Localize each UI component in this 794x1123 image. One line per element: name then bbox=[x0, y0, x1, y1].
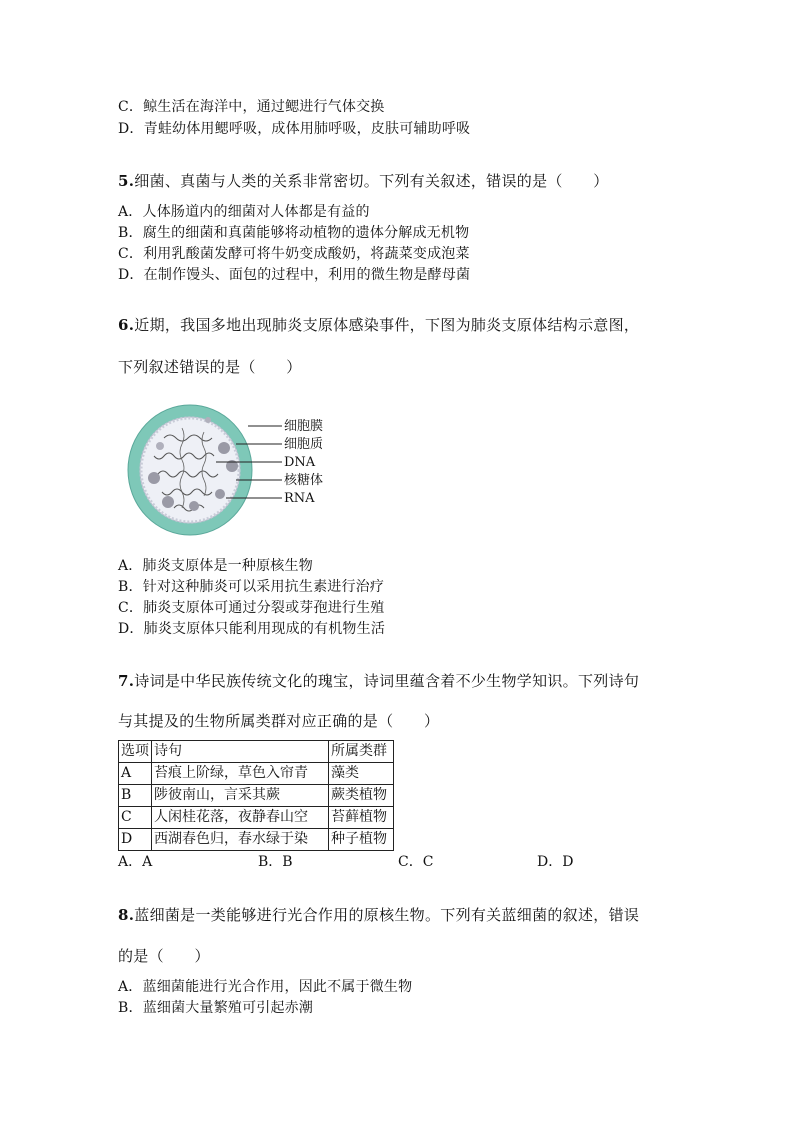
table-cell: 人闲桂花落，夜静春山空 bbox=[152, 807, 329, 829]
q4-option-d: D．青蛙幼体用鳃呼吸，成体用肺呼吸，皮肤可辅助呼吸 bbox=[118, 121, 471, 137]
q5-stem bbox=[118, 170, 609, 191]
q7-stem-text: 诗词是中华民族传统文化的瑰宝，诗词里蕴含着不少生物学知识。下列诗句 bbox=[134, 672, 640, 690]
table-cell: 苔藓植物 bbox=[329, 807, 394, 829]
table-row bbox=[119, 763, 394, 785]
q7-answer-a: A．A bbox=[118, 854, 153, 870]
table-cell: A bbox=[119, 763, 152, 785]
table-cell: 蕨类植物 bbox=[329, 785, 394, 807]
q6-option-a: A．肺炎支原体是一种原核生物 bbox=[118, 558, 313, 574]
q7-answer-c: C．C bbox=[398, 854, 434, 870]
q7-answer-b: B．B bbox=[258, 854, 293, 870]
label-cytoplasm: 细胞质 bbox=[284, 437, 324, 452]
table-cell: 藻类 bbox=[329, 763, 394, 785]
table-header-cell: 所属类群 bbox=[329, 741, 394, 763]
q4-option-c: C．鲸生活在海洋中，通过鳃进行气体交换 bbox=[118, 99, 385, 115]
q8-option-b: B．蓝细菌大量繁殖可引起赤潮 bbox=[118, 1000, 314, 1016]
table-cell: 陟彼南山，言采其蕨 bbox=[152, 785, 329, 807]
table-cell: D bbox=[119, 829, 152, 851]
table-header-row bbox=[119, 741, 394, 763]
q6-stem-line1 bbox=[118, 314, 639, 335]
label-dna: DNA bbox=[284, 455, 316, 470]
q7-stem-line2: 与其提及的生物所属类群对应正确的是（ ） bbox=[118, 712, 440, 730]
q5-option-a: A．人体肠道内的细菌对人体都是有益的 bbox=[118, 204, 370, 220]
q8-stem-line2: 的是（ ） bbox=[118, 947, 210, 965]
table-row bbox=[119, 807, 394, 829]
q5-option-b: B．腐生的细菌和真菌能够将动植物的遗体分解成无机物 bbox=[118, 225, 470, 241]
q7-number: 7. bbox=[118, 672, 135, 690]
q8-stem-text: 蓝细菌是一类能够进行光合作用的原核生物。下列有关蓝细菌的叙述，错误 bbox=[134, 906, 640, 924]
table-cell: B bbox=[119, 785, 152, 807]
table-row bbox=[119, 785, 394, 807]
poem-table bbox=[118, 740, 394, 851]
label-rna: RNA bbox=[284, 491, 315, 506]
q7-stem-line1 bbox=[118, 670, 639, 691]
q6-stem-line2: 下列叙述错误的是（ ） bbox=[118, 358, 302, 376]
q6-number: 6. bbox=[118, 316, 135, 334]
table-cell: C bbox=[119, 807, 152, 829]
table-cell: 西湖春色归，春水绿于染 bbox=[152, 829, 329, 851]
q8-option-a: A．蓝细菌能进行光合作用，因此不属于微生物 bbox=[118, 979, 413, 995]
q8-stem-line1 bbox=[118, 904, 639, 925]
mycoplasma-diagram bbox=[124, 398, 334, 548]
q6-option-d: D．肺炎支原体只能利用现成的有机物生活 bbox=[118, 621, 386, 637]
table-cell: 种子植物 bbox=[329, 829, 394, 851]
q5-option-d: D．在制作馒头、面包的过程中，利用的微生物是酵母菌 bbox=[118, 267, 471, 283]
q8-number: 8. bbox=[118, 906, 135, 924]
table-cell: 苔痕上阶绿，草色入帘青 bbox=[152, 763, 329, 785]
q6-option-b: B．针对这种肺炎可以采用抗生素进行治疗 bbox=[118, 579, 385, 595]
table-header-cell: 诗句 bbox=[152, 741, 329, 763]
q6-stem-text: 近期，我国多地出现肺炎支原体感染事件，下图为肺炎支原体结构示意图， bbox=[134, 316, 640, 334]
q5-stem-text: 细菌、真菌与人类的关系非常密切。下列有关叙述，错误的是（ ） bbox=[134, 172, 609, 190]
label-cell-membrane: 细胞膜 bbox=[284, 419, 324, 434]
q7-answer-d: D．D bbox=[537, 854, 574, 870]
label-ribosome: 核糖体 bbox=[284, 473, 324, 488]
table-row bbox=[119, 829, 394, 851]
q5-number: 5. bbox=[118, 172, 135, 190]
q6-option-c: C．肺炎支原体可通过分裂或芽孢进行生殖 bbox=[118, 600, 385, 616]
table-header-cell: 选项 bbox=[119, 741, 152, 763]
q5-option-c: C．利用乳酸菌发酵可将牛奶变成酸奶，将蔬菜变成泡菜 bbox=[118, 246, 470, 262]
